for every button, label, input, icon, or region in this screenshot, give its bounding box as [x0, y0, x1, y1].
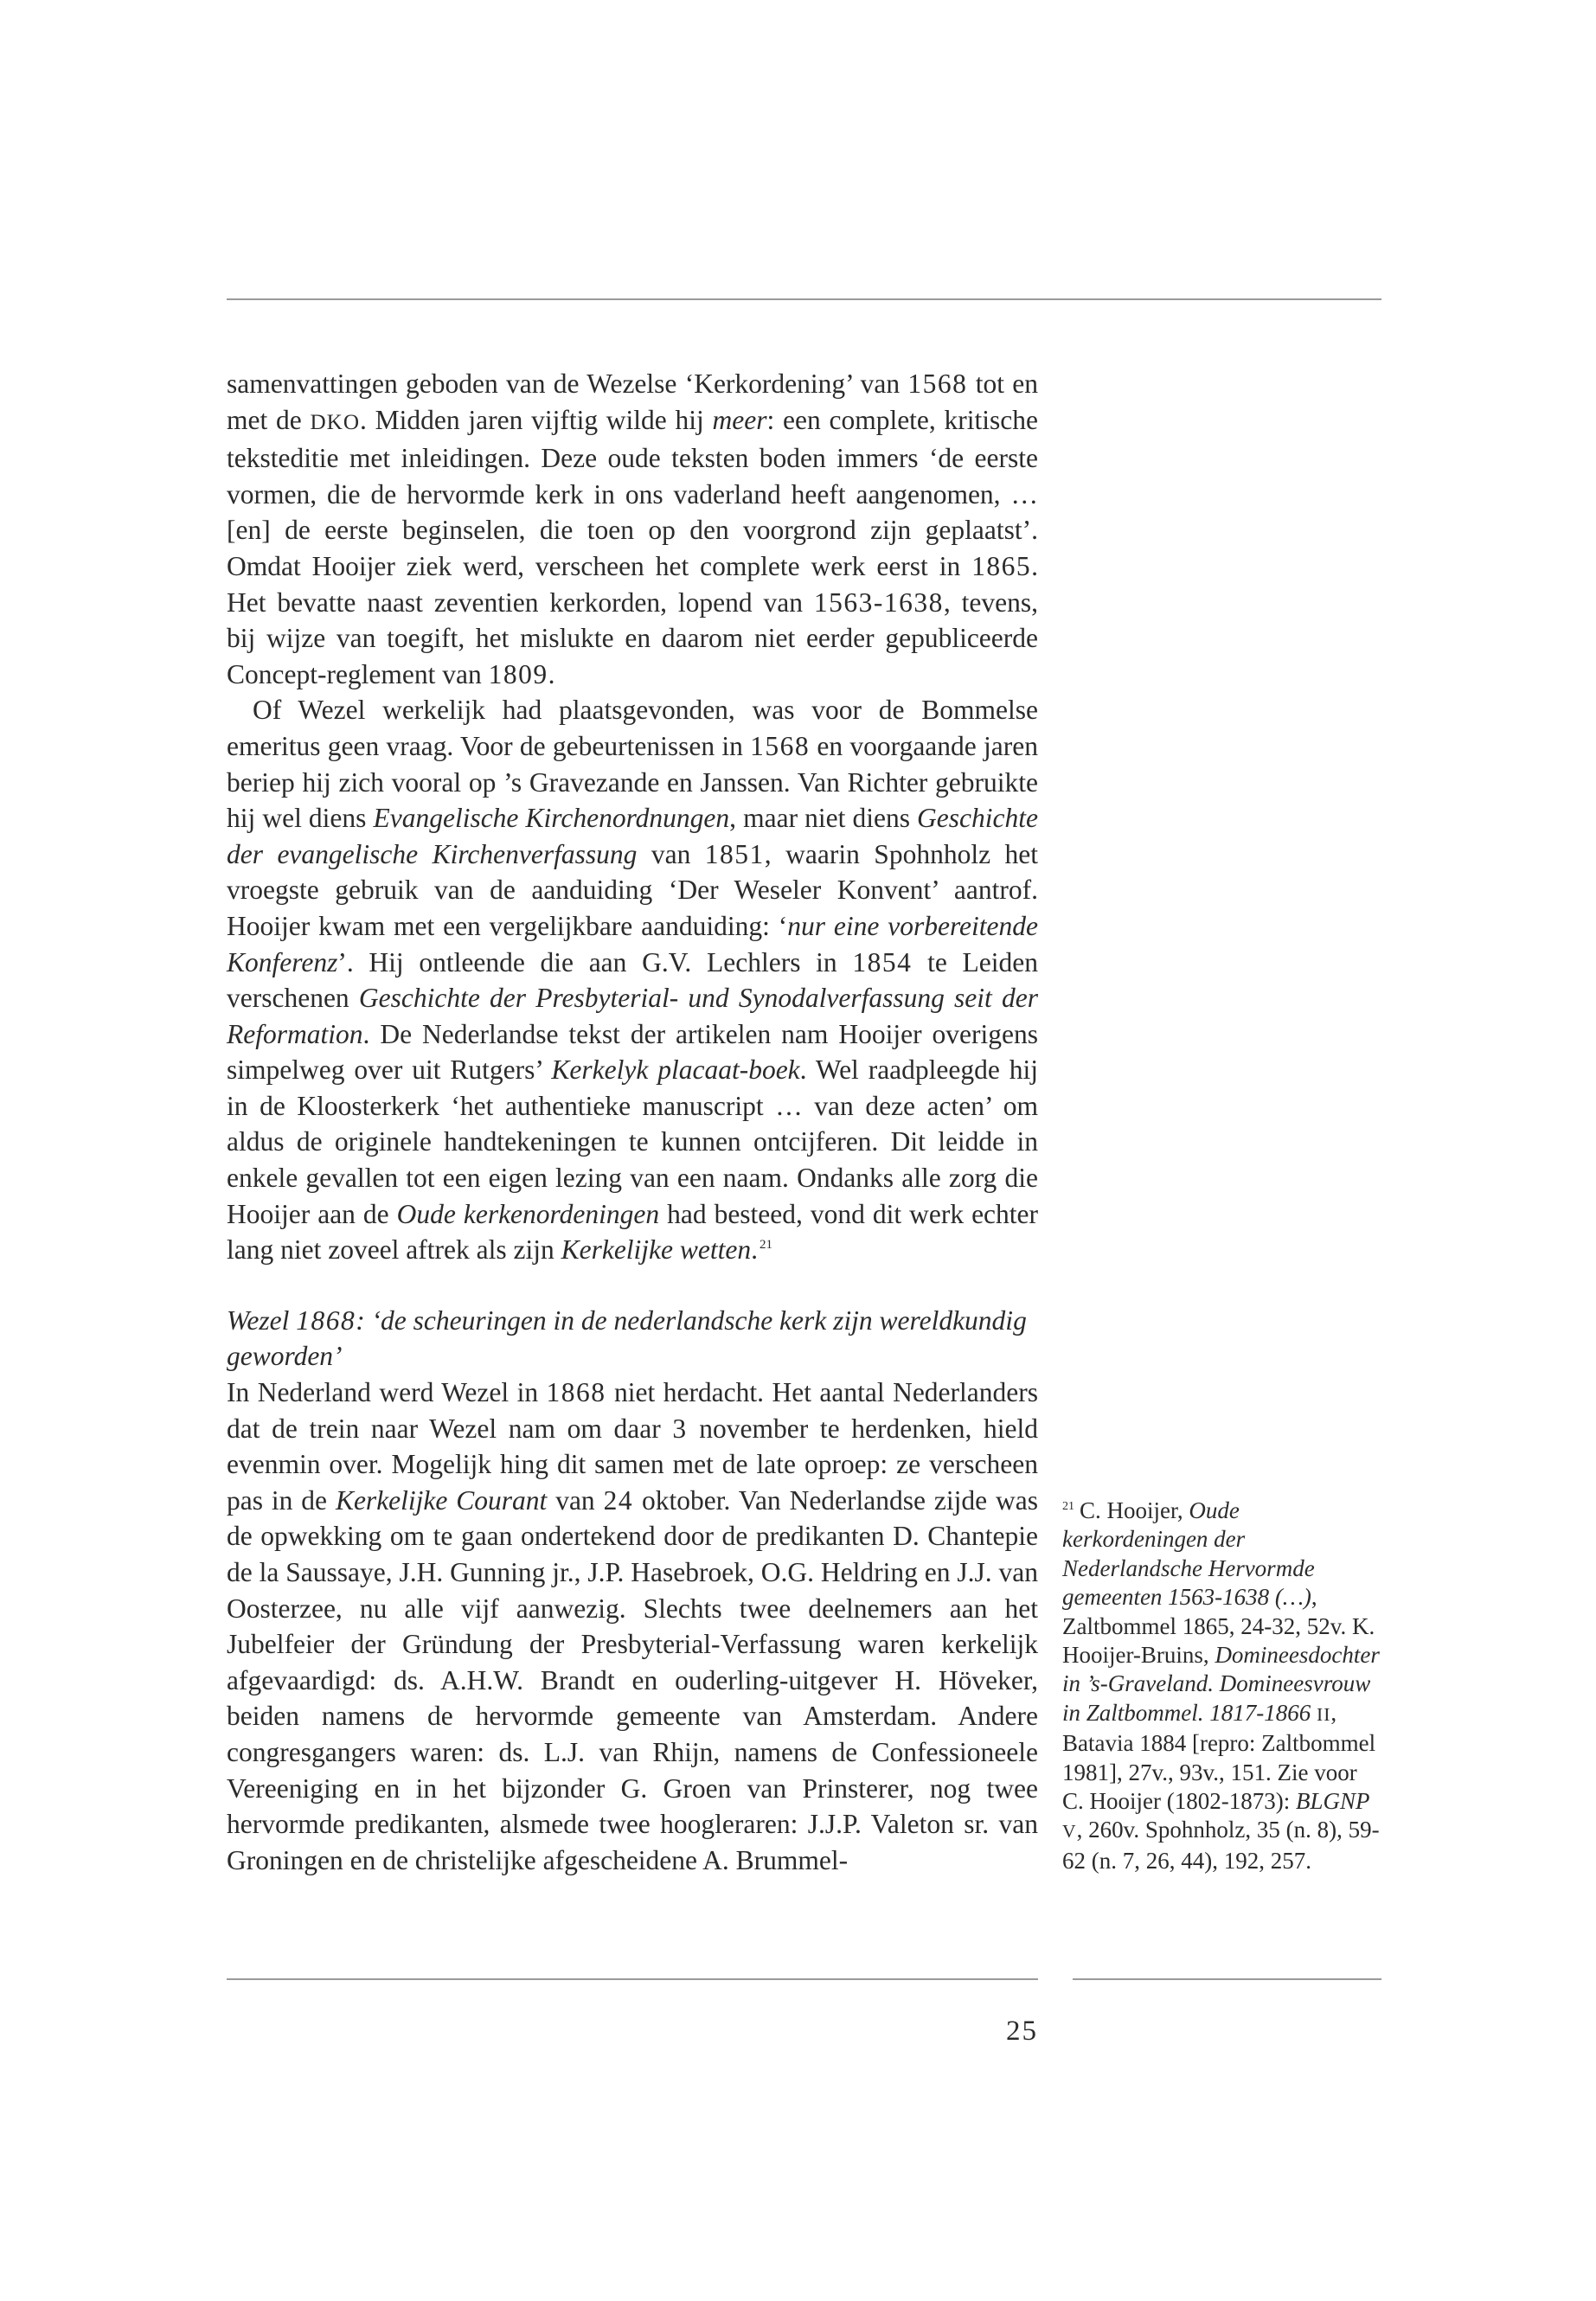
- paragraph-3: In Nederland werd Wezel in 1868 niet herdacht. Het aantal Nederlanders dat de trein naar Wezel nam om daar 3 november te herdenken, hield evenmin over. Mogelijk hing dit samen met de late oproep: ze verscheen pas in de Kerkelijke Courant van 24 oktober. Van Nederlandse zijde was de opwekking om te gaan ondertekend door de predikanten D. Chantepie de la Saussaye, J.H. Gunning jr., J.P. Hasebroek, O.G. Heldring en J.J. van Oosterzee, nu alle vijf aanwezig. Slechts twee deelnemers aan het Jubelfeier der Gründung der Presbyterial-Verfassung waren kerkelijk afgevaardigd: ds. A.H.W. Brandt en ouderling-uitgever H. Höveker, beiden namens de hervormde gemeente van Amsterdam. Andere congresgangers waren: ds. L.J. van Rhijn, namens de Confessioneele Vereeniging en in het bijzonder G. Groen van Prinsterer, nog twee hervormde predikanten, alsmede twee hoogleraren: J.J.P. Valeton sr. van Groningen en de christelijke afgescheidene A. Brummel-: [227, 1377, 1039, 1875]
- header-rule: [227, 298, 1381, 300]
- main-text-column: [227, 366, 1038, 1878]
- footer-rule-note: [1073, 1978, 1381, 1980]
- paragraph-2: Of Wezel werkelijk had plaatsgevonden, was voor de Bommelse emeritus geen vraag. Voor de gebeurtenissen in 1568 en voorgaande jaren beriep hij zich vooral op ’s Gravezande en Janssen. Van Richter gebruikte hij wel diens Evangelische Kirchenordnungen, maar niet diens Geschichte der evangelische Kirchenverfassung van 1851, waarin Spohnholz het vroegste gebruik van de aanduiding ‘Der Weseler Konvent’ aantrof. Hooijer kwam met een vergelijkbare aanduiding: ‘nur eine vorbereitende Konferenz’. Hij ontleende die aan G.V. Lechlers in 1854 te Leiden verschenen Geschichte der Presbyterial- und Synodalverfassung seit der Reformation. De Nederlandse tekst der artikelen nam Hooijer overigens simpelweg over uit Rutgers’ Kerkelyk placaat-boek. Wel raadpleegde hij in de Kloosterkerk ‘het authentieke manuscript … van deze acten’ om aldus de originele handtekeningen te kunnen ontcijferen. Dit leidde in enkele gevallen tot een eigen lezing van een naam. Ondanks alle zorg die Hooijer aan de Oude kerkenordeningen had besteed, vond dit werk echter lang niet zoveel aftrek als zijn Kerkelijke wetten. $^{21}$: [227, 695, 1039, 1266]
- footnote-21: $^{21}$ C. Hooijer, Oude kerkordeningen der Nederlandsche Hervormde gemeenten 1563-1638 (…), Zaltbommel 1865, 24-32, 52v. K. Hooijer-Bruins, Domineesdochter in ’s-Graveland. Domineesvrouw in Zaltbommel. 1817-1866 II, Batavia 1884 [repro: Zaltbommel 1981], 27v., 93v., 151. Zie voor C. Hooijer (1802-1873): BLGNP V, 260v. Spohnholz, 35 (n. 8), 59-62 (n. 7, 26, 44), 192, 257.: [1062, 1497, 1380, 1874]
- footer-rule-main: [227, 1978, 1038, 1980]
- section-heading: Wezel 1868: ‘de scheuringen in de nederlandsche kerk zijn wereldkundig geworden’: [227, 1304, 1027, 1372]
- paragraph-1: samenvattingen geboden van de Wezelse ‘Kerkordening’ van 1568 tot en met de DKO. Midden jaren vijftig wilde hij meer: een complete, kritische teksteditie met inleidingen. Deze oude teksten boden immers ‘de eerste vormen, die de hervormde kerk in ons vaderland heeft aangenomen, … [en] de eerste beginselen, die toen op den voorgrond zijn geplaatst’. Omdat Hooijer ziek werd, verscheen het complete werk eerst in 1865. Het bevatte naast zeventien kerkorden, lopend van 1563-1638, tevens, bij wijze van toegift, het mislukte en daarom niet eerder gepubliceerde Concept-reglement van 1809.: [227, 369, 1038, 689]
- page-number: 25: [1006, 2016, 1038, 2047]
- footnote-ref-21: 21: [760, 1238, 772, 1253]
